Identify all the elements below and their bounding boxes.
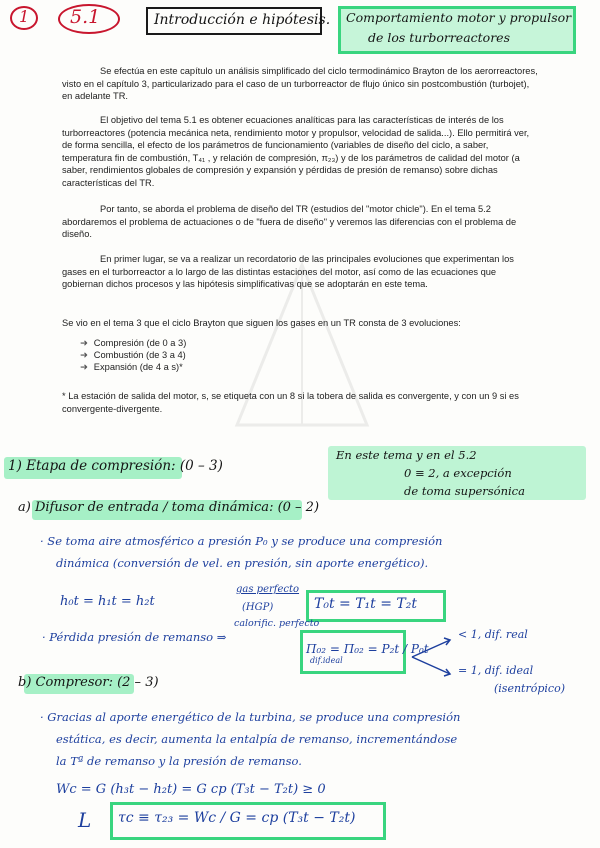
arrow-bullet-icon: ➜ [80,362,88,372]
list-item: ➜ Compresión (de 0 a 3) [80,338,187,348]
arrow-icon [410,632,460,682]
equation-1-boxed: T₀t = T₁t = T₂t [314,596,417,612]
footnote: * La estación de salida del motor, s, se etiqueta con un 8 si la tobera de salida es convergente, y con un 9 si es convergente-divergente. [62,391,519,414]
green-note-line-3: de toma supersónica [404,484,525,498]
section-code: 5.1 [70,6,101,28]
b-text-line-1: · Gracias al aporte energético de la turbina, se produce una compresión [40,710,461,724]
list-item: ➜ Expansión (de 4 a s)* [80,362,183,372]
equation-2-boxed: Π₀₂ = Π₀₂ = P₂t / P₀t [306,642,429,656]
equation-1-note-1: gas perfecto [236,584,300,595]
bracket-mark: L [78,808,92,832]
list-item: ➜ Combustión (de 3 a 4) [80,350,186,360]
sub-a-heading: a) Difusor de entrada / toma dinámica: (0 – 2) [18,500,320,515]
equation-2-under: dif.ideal [310,656,343,665]
right-note-3: (isentrópico) [494,682,565,695]
arrow-bullet-icon: ➜ [80,338,88,348]
green-note-line-1: En este tema y en el 5.2 [336,448,477,462]
paragraph-2: El objetivo del tema 5.1 es obtener ecuaciones analíticas para las características de interés de los turborreactores (potencia mecánica neta, rendimiento motor y propulsor, velocidad de salida...). Ello permitirá ver, de forma sencilla, el efecto de los parámetros de funcionamiento (variables de diseño del ciclo, a saber, temperatura fin de combustión, T₄₁ , y relación de compresión, π₂₃) y de los parámetros de calidad del motor (a saber, rendimientos globales de compresión y expansión y pérdidas de presión de remanso) sobre dichas características del TR. [62,115,530,188]
paragraph-3: Por tanto, se aborda el problema de diseño del TR (estudios del "motor chicle"). En el tema 5.2 abordaremos el problema de actuaciones o de "fuera de diseño" y veremos las diferencias con el problema de diseño. [62,204,517,240]
sub-b-heading: b) Compresor: (2 – 3) [18,675,159,690]
section-number: 1 [19,7,30,26]
arrow-bullet-icon: ➜ [80,350,88,360]
a-text-line-2: dinámica (conversión de vel. en presión, sin aporte energético). [56,556,429,570]
paragraph-1: Se efectúa en este capítulo un análisis simplificado del ciclo termodinámico Brayton de los aerorreactores, visto en el capítulo 3, particularizado para el caso de un turborreactor de flujo único sin postcombustión (turbojet), en adelante TR. [62,66,538,102]
paragraph-4: En primer lugar, se va a realizar un recordatorio de las principales evoluciones que experimentan los gases en el turborreactor a lo largo de las distintas estaciones del motor, así como de las ecuaciones que gobiernan dichos procesos y las hipótesis simplificativas que se adoptarán en este tema. [62,254,514,290]
topic-line-1: Comportamiento motor y propulsor [346,10,572,25]
right-note-2: = 1, dif. ideal [458,664,534,677]
topic-line-2: de los turborreactores [368,30,510,45]
title-handwritten: Introducción e hipótesis. [154,12,331,28]
green-note-line-2: 0 ≡ 2, a excepción [404,466,512,480]
stage1-heading: 1) Etapa de compresión: (0 – 3) [8,458,223,474]
a-text-line-1: · Se toma aire atmosférico a presión P₀ y se produce una compresión [40,534,443,548]
loss-text: · Pérdida presión de remanso ⇒ [42,630,227,644]
right-note-1: < 1, dif. real [458,628,528,641]
equation-1: h₀t = h₁t = h₂t [60,594,155,609]
calorific-note: calorific. perfecto [234,618,320,629]
evolution-list [80,337,186,373]
equation-3-boxed: τc ≡ τ₂₃ = Wc / G = cp (T₃t − T₂t) [118,810,356,826]
equation-1-note-2: (HGP) [242,602,274,613]
b-text-line-3: la Tª de remanso y la presión de remanso. [56,754,302,768]
b-text-line-2: estática, es decir, aumenta la entalpía de remanso, incrementándose [56,732,458,746]
equation-3: Wc = G (h₃t − h₂t) = G cp (T₃t − T₂t) ≥ 0 [56,782,326,797]
paragraph-5: Se vio en el tema 3 que el ciclo Brayton que siguen los gases en un TR consta de 3 evoluciones: [62,318,461,328]
